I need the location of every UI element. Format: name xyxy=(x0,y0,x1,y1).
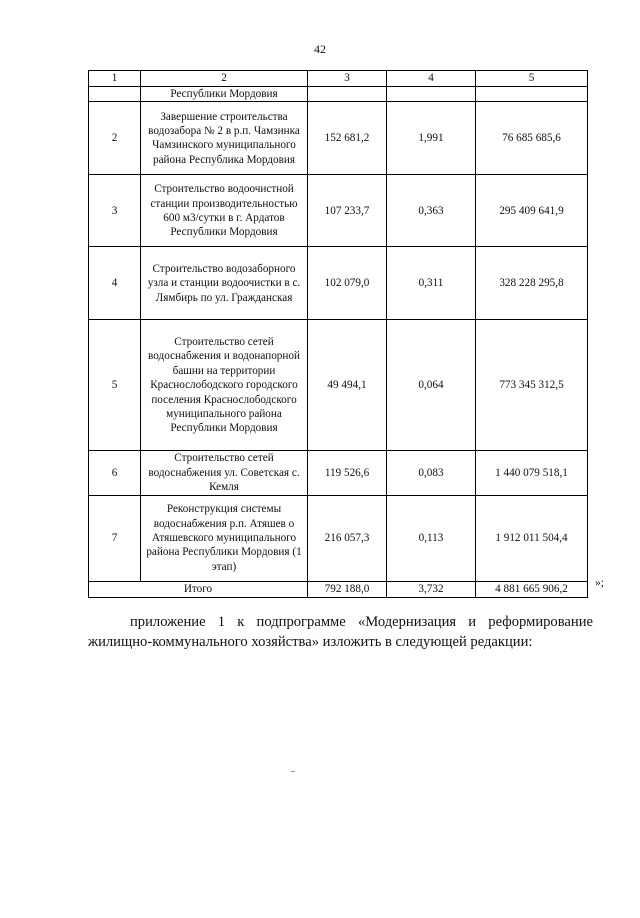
continuation-row xyxy=(89,87,588,102)
project-name: Строительство сетей водоснабжения и водонапорной башни на территории Краснослободского городского поселения Краснослободского муниципального района Республики Мордовия xyxy=(141,320,308,451)
data-table xyxy=(88,70,588,598)
body-paragraph: приложение 1 к подпрограмме «Модернизация и реформирование жилищно-коммунального хозяйства» изложить в следующей редакции: xyxy=(88,614,593,650)
total-col3: 792 188,0 xyxy=(308,581,387,597)
value-col4: 0,113 xyxy=(387,495,476,581)
project-name: Реконструкция системы водоснабжения р.п. Атяшев о Атяшевского муниципального района Республики Мордовия (1 этап) xyxy=(141,495,308,581)
continuation-text: Республики Мордовия xyxy=(141,87,308,102)
value-col4: 1,991 xyxy=(387,102,476,175)
project-name: Завершение строительства водозабора № 2 в р.п. Чамзинка Чамзинского муниципального района Республика Мордовия xyxy=(141,102,308,175)
table-row xyxy=(89,102,588,175)
value-col5: 773 345 312,5 xyxy=(476,320,588,451)
value-col5: 328 228 295,8 xyxy=(476,247,588,320)
table-row xyxy=(89,320,588,451)
value-col5: 1 440 079 518,1 xyxy=(476,451,588,495)
value-col3: 49 494,1 xyxy=(308,320,387,451)
value-col3: 152 681,2 xyxy=(308,102,387,175)
total-col4: 3,732 xyxy=(387,581,476,597)
closing-quote-mark: »; xyxy=(595,577,604,589)
project-name: Строительство водоочистной станции производительностью 600 м3/сутки в г. Ардатов Республики Мордовия xyxy=(141,175,308,247)
table-row xyxy=(89,451,588,495)
header-cell: 4 xyxy=(387,71,476,87)
total-row xyxy=(89,581,588,597)
table-row xyxy=(89,495,588,581)
row-number: 5 xyxy=(89,320,141,451)
value-col4: 0,311 xyxy=(387,247,476,320)
header-cell: 3 xyxy=(308,71,387,87)
header-cell: 2 xyxy=(141,71,308,87)
table-row xyxy=(89,247,588,320)
value-col5: 1 912 011 504,4 xyxy=(476,495,588,581)
value-col3: 119 526,6 xyxy=(308,451,387,495)
row-number: 2 xyxy=(89,102,141,175)
value-col4: 0,083 xyxy=(387,451,476,495)
row-number: 4 xyxy=(89,247,141,320)
project-name: Строительство водозаборного узла и станции водоочистки в с. Лямбирь по ул. Гражданская xyxy=(141,247,308,320)
value-col3: 107 233,7 xyxy=(308,175,387,247)
page-number: 42 xyxy=(314,42,326,56)
value-col3: 216 057,3 xyxy=(308,495,387,581)
header-cell: 5 xyxy=(476,71,588,87)
value-col5: 76 685 685,6 xyxy=(476,102,588,175)
value-col3: 102 079,0 xyxy=(308,247,387,320)
table-header-row xyxy=(89,71,588,87)
project-name: Строительство сетей водоснабжения ул. Советская с. Кемля xyxy=(141,451,308,495)
row-number: 6 xyxy=(89,451,141,495)
total-col5: 4 881 665 906,2 xyxy=(476,581,588,597)
row-number: 7 xyxy=(89,495,141,581)
total-label: Итого xyxy=(89,581,308,597)
value-col5: 295 409 641,9 xyxy=(476,175,588,247)
header-cell: 1 xyxy=(89,71,141,87)
value-col4: 0,064 xyxy=(387,320,476,451)
table-row xyxy=(89,175,588,247)
scan-speck xyxy=(291,771,295,772)
value-col4: 0,363 xyxy=(387,175,476,247)
row-number: 3 xyxy=(89,175,141,247)
